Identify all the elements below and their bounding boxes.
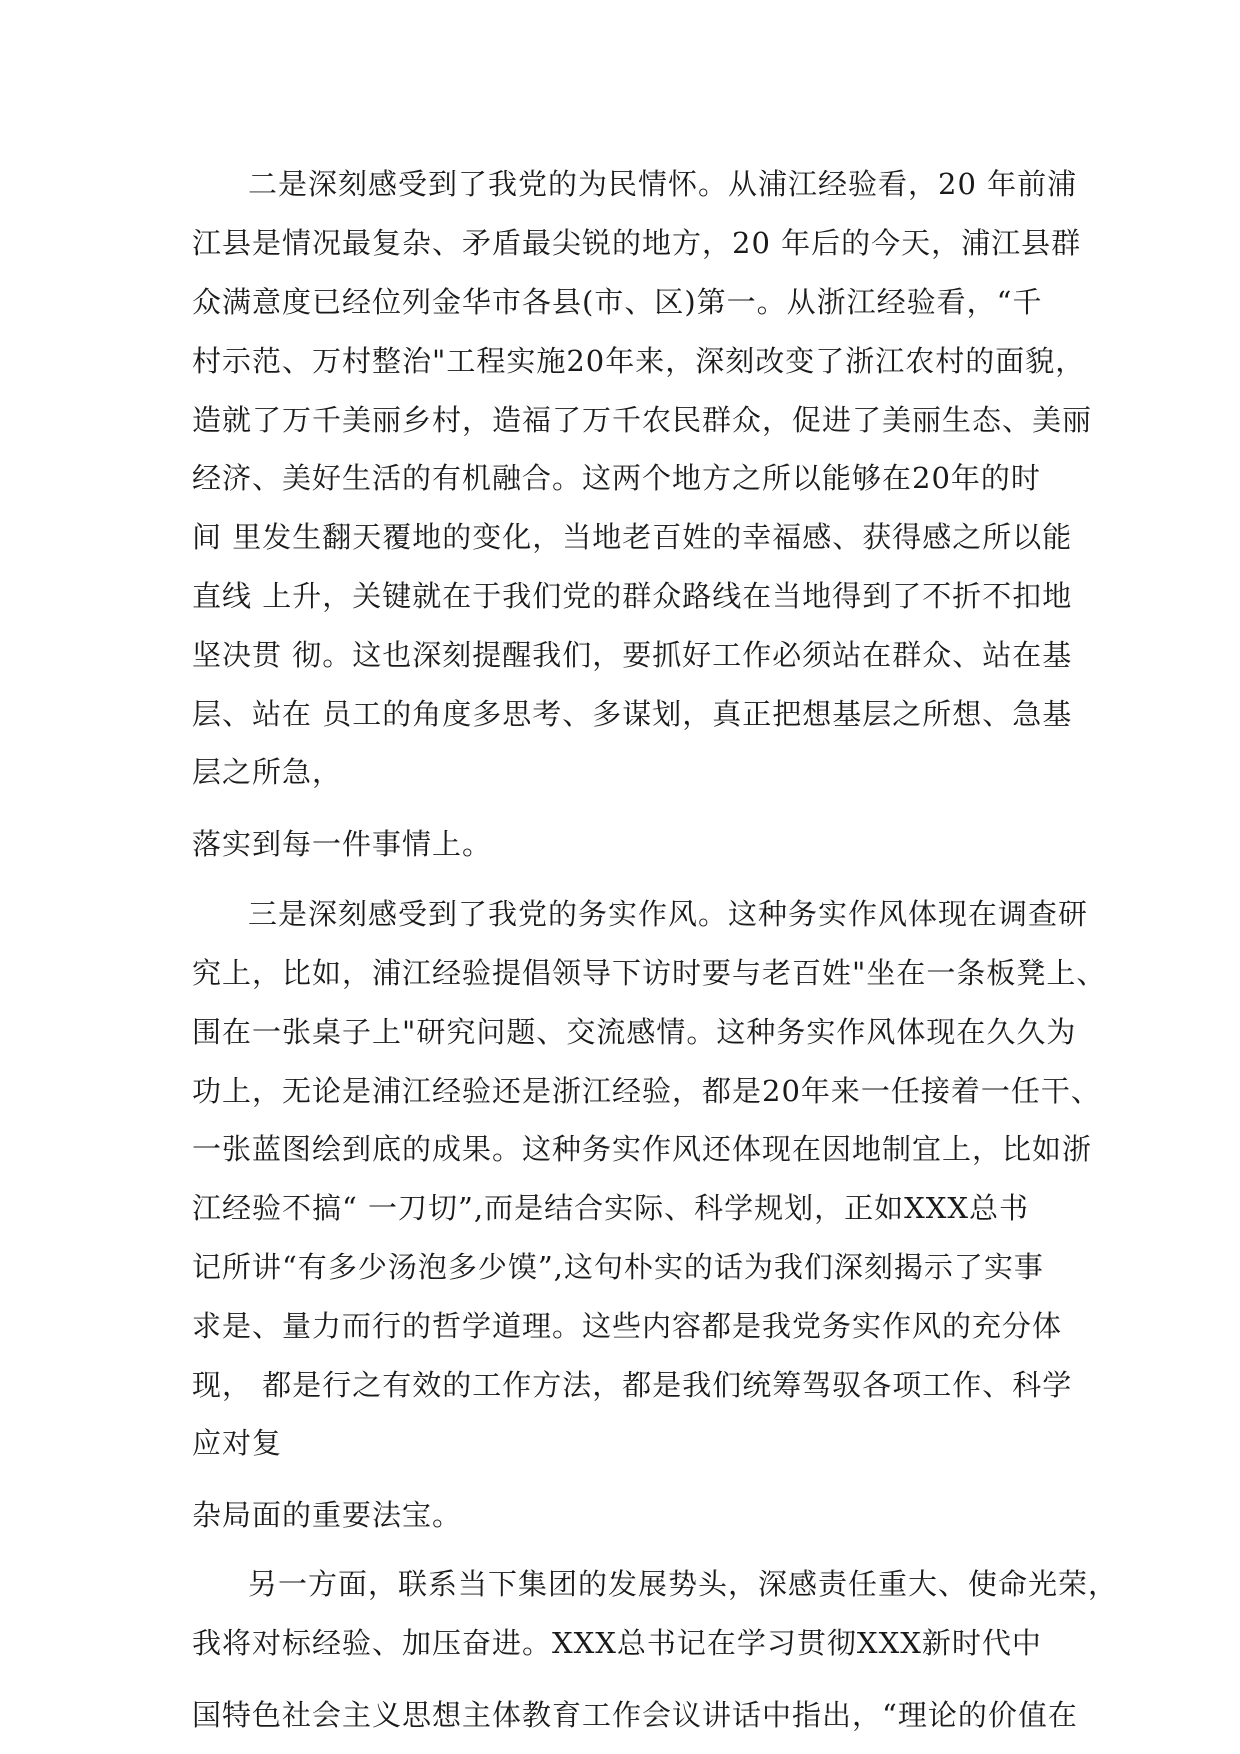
- paragraph-3-line-3: 国特色社会主义思想主体教育工作会议讲话中指出，“理论的价值在: [192, 1698, 1078, 1732]
- paragraph-2-line-1: 三是深刻感受到了我党的务实作风。这种务实作风体现在调查研: [248, 897, 1089, 931]
- paragraph-2-line-11: 杂局面的重要法宝。: [192, 1498, 463, 1532]
- paragraph-1-line-9: 坚决贯 彻。这也深刻提醒我们，要抓好工作必须站在群众、站在基: [192, 638, 1073, 672]
- paragraph-3-line-2: 我将对标经验、加压奋进。XXX总书记在学习贯彻XXX新时代中: [192, 1626, 1042, 1660]
- paragraph-2-line-3: 围在一张桌子上"研究问题、交流感情。这种务实作风体现在久久为: [192, 1015, 1077, 1049]
- paragraph-1-line-8: 直线 上升，关键就在于我们党的群众路线在当地得到了不折不扣地: [192, 579, 1073, 613]
- paragraph-1-line-10: 层、站在 员工的角度多思考、多谋划，真正把想基层之所想、急基: [192, 697, 1073, 731]
- paragraph-2-line-10: 应对复: [192, 1426, 283, 1460]
- paragraph-2-line-5: 一张蓝图绘到底的成果。这种务实作风还体现在因地制宜上，比如浙: [192, 1132, 1093, 1166]
- paragraph-1-line-7: 间 里发生翻天覆地的变化，当地老百姓的幸福感、获得感之所以能: [192, 520, 1073, 554]
- paragraph-2-line-4: 功上，无论是浦江经验还是浙江经验，都是20年来一任接着一任干、: [192, 1074, 1101, 1108]
- paragraph-1-line-2: 江县是情况最复杂、矛盾最尖锐的地方，20 年后的今天，浦江县群: [192, 226, 1082, 260]
- paragraph-1-line-12: 落实到每一件事情上。: [192, 827, 493, 861]
- paragraph-2-line-6: 江经验不搞“ 一刀切”,而是结合实际、科学规划，正如XXX总书: [192, 1191, 1030, 1225]
- paragraph-1-line-3: 众满意度已经位列金华市各县(市、区)第一。从浙江经验看，“千: [192, 285, 1043, 319]
- paragraph-1-line-4: 村示范、万村整治"工程实施20年来，深刻改变了浙江农村的面貌，: [192, 344, 1086, 378]
- paragraph-1-line-6: 经济、美好生活的有机融合。这两个地方之所以能够在20年的时: [192, 461, 1041, 495]
- paragraph-1-line-5: 造就了万千美丽乡村，造福了万千农民群众，促进了美丽生态、美丽: [192, 403, 1093, 437]
- paragraph-3-line-1: 另一方面，联系当下集团的发展势头，深感责任重大、使命光荣，: [248, 1567, 1119, 1601]
- paragraph-1-line-1: 二是深刻感受到了我党的为民情怀。从浦江经验看，20 年前浦: [248, 167, 1078, 201]
- paragraph-2-line-7: 记所讲“有多少汤泡多少馍”,这句朴实的话为我们深刻揭示了实事: [192, 1250, 1044, 1284]
- paragraph-2-line-2: 究上，比如，浦江经验提倡领导下访时要与老百姓"坐在一条板凳上、: [192, 956, 1107, 990]
- paragraph-2-line-9: 现， 都是行之有效的工作方法，都是我们统筹驾驭各项工作、科学: [192, 1368, 1073, 1402]
- paragraph-1-line-11: 层之所急，: [192, 755, 343, 789]
- paragraph-2-line-8: 求是、量力而行的哲学道理。这些内容都是我党务实作风的充分体: [192, 1309, 1063, 1343]
